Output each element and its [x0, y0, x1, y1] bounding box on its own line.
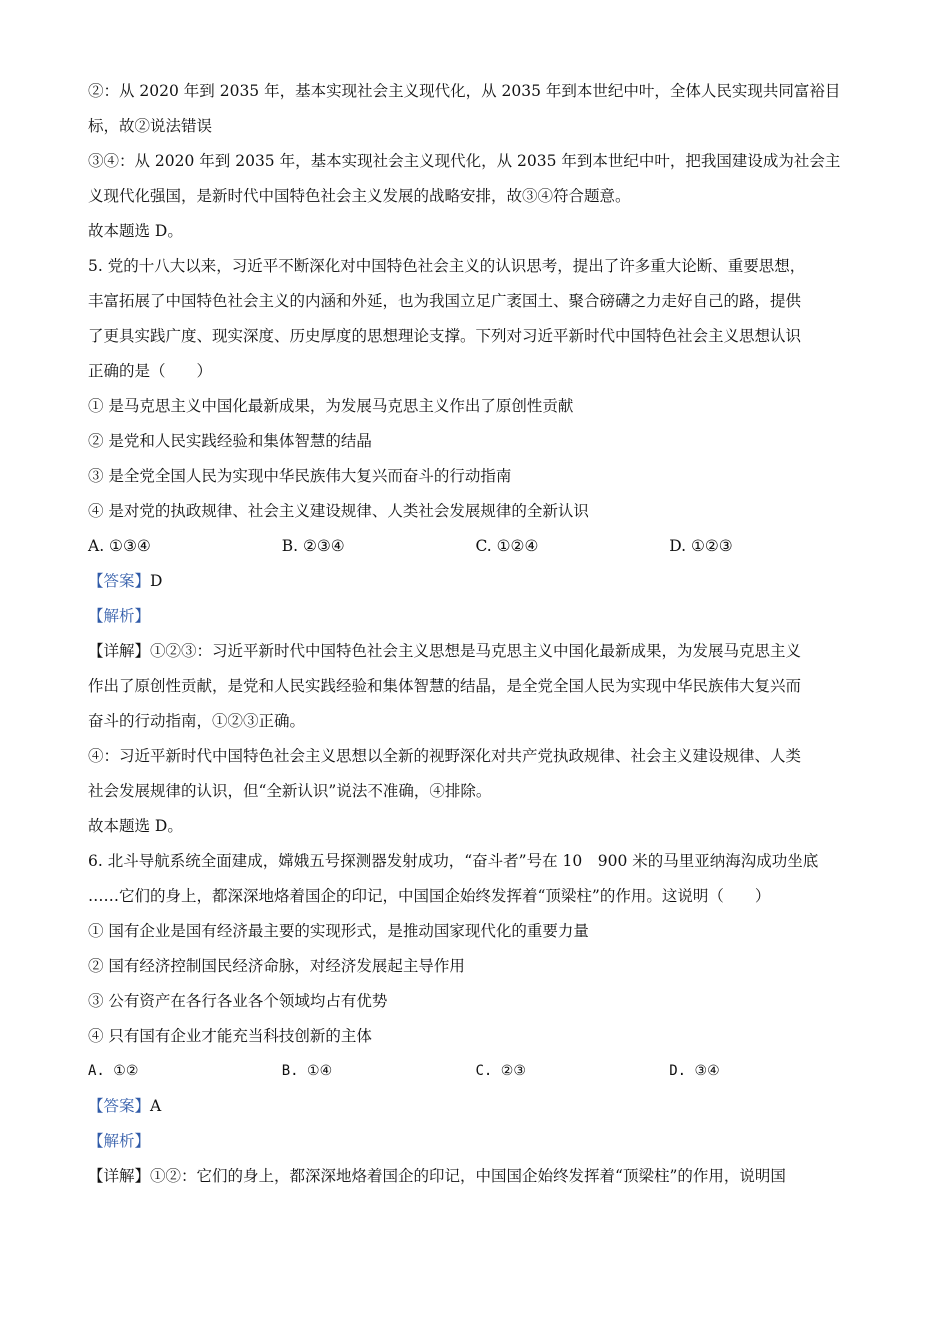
q5-stem: 丰富拓展了中国特色社会主义的内涵和外延，也为我国立足广袤国土、聚合磅礴之力走好自己的路，提供: [88, 292, 802, 310]
q5-stem: 5. 党的十八大以来，习近平不断深化对中国特色社会主义的认识思考，提出了许多重大论断、重要思想，: [88, 257, 806, 275]
q6-item: ③ 公有资产在各行各业各个领域均占有优势: [88, 992, 388, 1010]
q6-option-a: A. ①②: [88, 1063, 139, 1079]
analysis-tag: 【解析】: [88, 1132, 151, 1150]
q5-item: ④ 是对党的执政规律、社会主义建设规律、人类社会发展规律的全新认识: [88, 502, 589, 520]
q6-detail: [88, 1159, 863, 1194]
q5-stem: 正确的是（ ）: [88, 362, 213, 380]
q5-detail: ④：习近平新时代中国特色社会主义思想以全新的视野深化对共产党执政规律、社会主义建设规律、人类: [88, 747, 802, 765]
q5-options: [88, 529, 863, 564]
q5-answer: [88, 564, 863, 599]
prev-analysis-line: ③④：从 2020 年到 2035 年，基本实现社会主义现代化，从 2035 年到本世纪中叶，把我国建设成为社会主: [88, 152, 841, 170]
q5-option-b: B. ②③④: [281, 537, 345, 555]
q5-option-c: C. ①②④: [475, 537, 539, 555]
answer-value: D: [150, 572, 163, 590]
document-body: [88, 74, 863, 1194]
q5-conclusion: 故本题选 D。: [88, 817, 183, 835]
prev-analysis-line: ②：从 2020 年到 2035 年，基本实现社会主义现代化，从 2035 年到本世纪中叶，全体人民实现共同富裕目: [88, 82, 841, 100]
q6-options: [88, 1054, 863, 1089]
q6-answer: [88, 1089, 863, 1124]
q5-detail: 奋斗的行动指南，①②③正确。: [88, 712, 306, 730]
detail-text: ①②③：习近平新时代中国特色社会主义思想是马克思主义中国化最新成果，为发展马克思主义: [150, 642, 802, 660]
q6-option-c: C. ②③: [475, 1063, 526, 1079]
analysis-tag: 【解析】: [88, 607, 151, 625]
prev-analysis-line: 标，故②说法错误: [88, 117, 213, 135]
q5-item: ② 是党和人民实践经验和集体智慧的结晶: [88, 432, 372, 450]
prev-conclusion: 故本题选 D。: [88, 222, 183, 240]
q5-detail: 作出了原创性贡献，是党和人民实践经验和集体智慧的结晶，是全党全国人民为实现中华民族伟大复兴而: [88, 677, 802, 695]
q5-option-d: D. ①②③: [669, 537, 733, 555]
q5-analysis-heading: [88, 599, 863, 634]
detail-text: ①②：它们的身上，都深深地烙着国企的印记，中国国企始终发挥着“顶梁柱”的作用，说明国: [150, 1167, 786, 1185]
q5-detail: 社会发展规律的认识，但“全新认识”说法不准确，④排除。: [88, 782, 492, 800]
q5-option-a: A. ①③④: [88, 537, 151, 555]
q6-item: ④ 只有国有企业才能充当科技创新的主体: [88, 1027, 372, 1045]
answer-tag: 【答案】: [88, 1097, 151, 1115]
q5-item: ① 是马克思主义中国化最新成果，为发展马克思主义作出了原创性贡献: [88, 397, 574, 415]
detail-tag: 【详解】: [88, 642, 151, 660]
q5-detail: [88, 634, 863, 669]
detail-tag: 【详解】: [88, 1167, 151, 1185]
answer-value: A: [150, 1097, 162, 1115]
q6-stem: ……它们的身上，都深深地烙着国企的印记，中国国企始终发挥着“顶梁柱”的作用。这说明（ ）: [88, 887, 771, 905]
q5-item: ③ 是全党全国人民为实现中华民族伟大复兴而奋斗的行动指南: [88, 467, 512, 485]
q6-stem: 6. 北斗导航系统全面建成，嫦娥五号探测器发射成功，“奋斗者”号在 10 900 米的马里亚纳海沟成功坐底: [88, 852, 819, 870]
q6-option-d: D. ③④: [669, 1063, 720, 1079]
prev-analysis-line: 义现代化强国，是新时代中国特色社会主义发展的战略安排，故③④符合题意。: [88, 187, 631, 205]
q5-stem: 了更具实践广度、现实深度、历史厚度的思想理论支撑。下列对习近平新时代中国特色社会主义思想认识: [88, 327, 802, 345]
q6-item: ① 国有企业是国有经济最主要的实现形式，是推动国家现代化的重要力量: [88, 922, 589, 940]
q6-option-b: B. ①④: [281, 1063, 333, 1079]
answer-tag: 【答案】: [88, 572, 151, 590]
q6-item: ② 国有经济控制国民经济命脉，对经济发展起主导作用: [88, 957, 465, 975]
q6-analysis-heading: [88, 1124, 863, 1159]
